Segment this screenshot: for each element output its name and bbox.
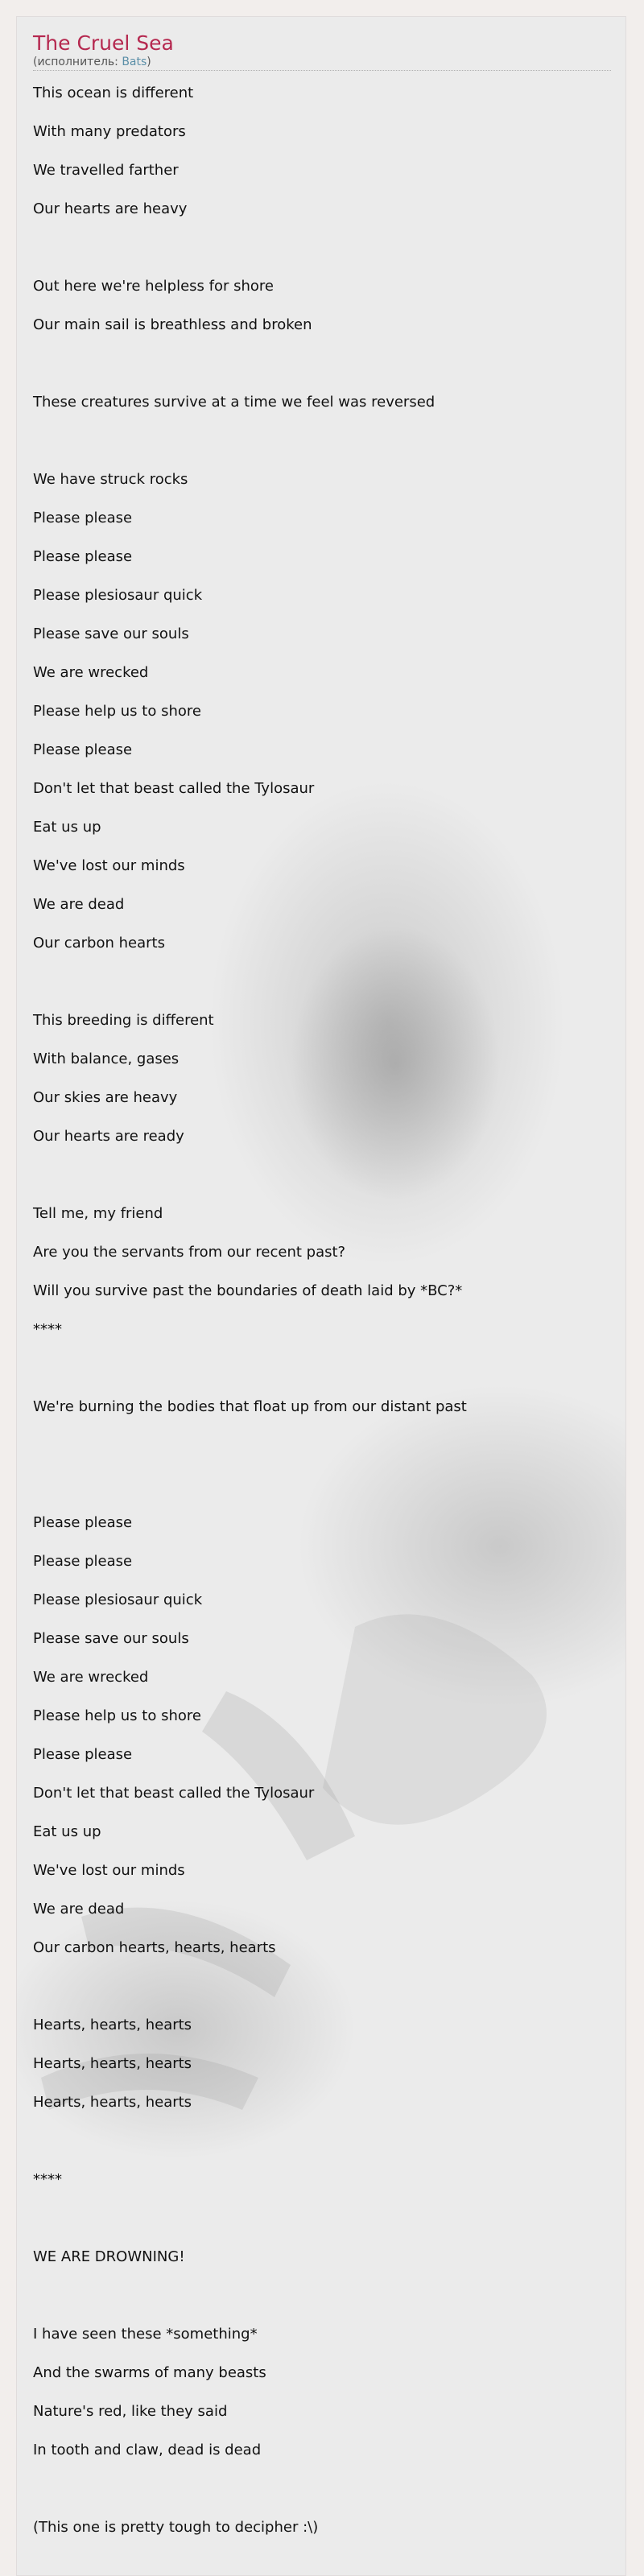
lyrics-line: With balance, gases	[33, 1051, 180, 1067]
lyrics-blank-line	[33, 229, 609, 267]
lyrics-line: In tooth and claw, dead is dead	[33, 2442, 262, 2458]
lyrics-blank-line	[33, 345, 609, 383]
lyrics-line: We have struck rocks	[33, 471, 188, 488]
lyrics-line: Eat us up	[33, 1823, 101, 1840]
lyrics-line: Our hearts are ready	[33, 1128, 184, 1145]
lyrics-line: Don't let that beast called the Tylosaur	[33, 780, 315, 797]
lyrics-line: Hearts, hearts, hearts	[33, 2017, 192, 2033]
lyrics-line: This breeding is different	[33, 1012, 214, 1029]
song-title: The Cruel Sea	[33, 31, 174, 55]
lyrics-line: Please please	[33, 510, 133, 526]
lyrics-line: Our carbon hearts, hearts, hearts	[33, 1939, 276, 1956]
lyrics-line: Eat us up	[33, 819, 101, 836]
lyrics-line: Please help us to shore	[33, 703, 201, 720]
lyrics-line: Please plesiosaur quick	[33, 587, 203, 604]
performer-prefix: (исполнитель:	[33, 56, 122, 68]
lyrics-line: Don't let that beast called the Tylosaur	[33, 1785, 315, 1802]
lyrics-blank-line	[33, 1967, 609, 2006]
lyrics-blank-line	[33, 1426, 609, 1465]
lyrics-line: We are wrecked	[33, 1669, 149, 1686]
lyrics-line: We're burning the bodies that float up from our distant past	[33, 1398, 467, 1415]
lyrics-line: Nature's red, like they said	[33, 2403, 228, 2420]
lyrics-blank-line	[33, 1349, 609, 1388]
lyrics-line: Please save our souls	[33, 1630, 189, 1647]
lyrics-line: We've lost our minds	[33, 1862, 185, 1879]
lyrics-line: Please plesiosaur quick	[33, 1591, 203, 1608]
lyrics-line: We are wrecked	[33, 664, 149, 681]
lyrics-line: Please please	[33, 1514, 133, 1531]
lyrics-line: WE ARE DROWNING!	[33, 2248, 185, 2265]
lyrics-line: ****	[33, 1321, 62, 1338]
lyrics-blank-line	[33, 963, 609, 1001]
lyrics-blank-line	[33, 422, 609, 460]
lyrics-blank-line	[33, 2199, 609, 2238]
lyrics-blank-line	[33, 2277, 609, 2315]
lyrics-panel	[16, 16, 626, 2576]
lyrics-line: Please please	[33, 741, 133, 758]
lyrics-line: Hearts, hearts, hearts	[33, 2094, 192, 2111]
lyrics-line: (This one is pretty tough to decipher :\)	[33, 2519, 319, 2536]
lyrics-line: Please save our souls	[33, 625, 189, 642]
lyrics-line: Hearts, hearts, hearts	[33, 2055, 192, 2072]
lyrics-blank-line	[33, 2470, 609, 2508]
lyrics-line: Out here we're helpless for shore	[33, 278, 274, 295]
performer-credit	[33, 56, 611, 71]
lyrics-line: Are you the servants from our recent past?	[33, 1244, 346, 1261]
lyrics-line: These creatures survive at a time we feel was reversed	[33, 394, 436, 411]
lyrics-line: Tell me, my friend	[33, 1205, 163, 1222]
performer-suffix: )	[147, 56, 151, 68]
lyrics-line: We've lost our minds	[33, 857, 185, 874]
performer-link[interactable]: Bats	[122, 56, 147, 68]
lyrics-blank-line	[33, 1156, 609, 1195]
lyrics-line: I have seen these *something*	[33, 2326, 258, 2343]
lyrics-line: Our main sail is breathless and broken	[33, 316, 312, 333]
lyrics-blank-line	[33, 2122, 609, 2161]
lyrics-line: Please help us to shore	[33, 1707, 201, 1724]
lyrics-line: We are dead	[33, 1901, 125, 1918]
lyrics-line: This ocean is different	[33, 85, 194, 101]
lyrics-blank-line	[33, 1465, 609, 1504]
lyrics-body	[33, 74, 609, 2547]
lyrics-line: And the swarms of many beasts	[33, 2364, 266, 2381]
lyrics-line: Please please	[33, 1553, 133, 1570]
lyrics-line: Our skies are heavy	[33, 1089, 178, 1106]
lyrics-line: Will you survive past the boundaries of death laid by *BC?*	[33, 1282, 463, 1299]
lyrics-line: Our carbon hearts	[33, 935, 165, 952]
lyrics-line: We travelled farther	[33, 162, 179, 179]
lyrics-line: With many predators	[33, 123, 186, 140]
lyrics-line: ****	[33, 2171, 62, 2188]
lyrics-line: Please please	[33, 1746, 133, 1763]
lyrics-line: Please please	[33, 548, 133, 565]
lyrics-line: Our hearts are heavy	[33, 200, 188, 217]
lyrics-line: We are dead	[33, 896, 125, 913]
